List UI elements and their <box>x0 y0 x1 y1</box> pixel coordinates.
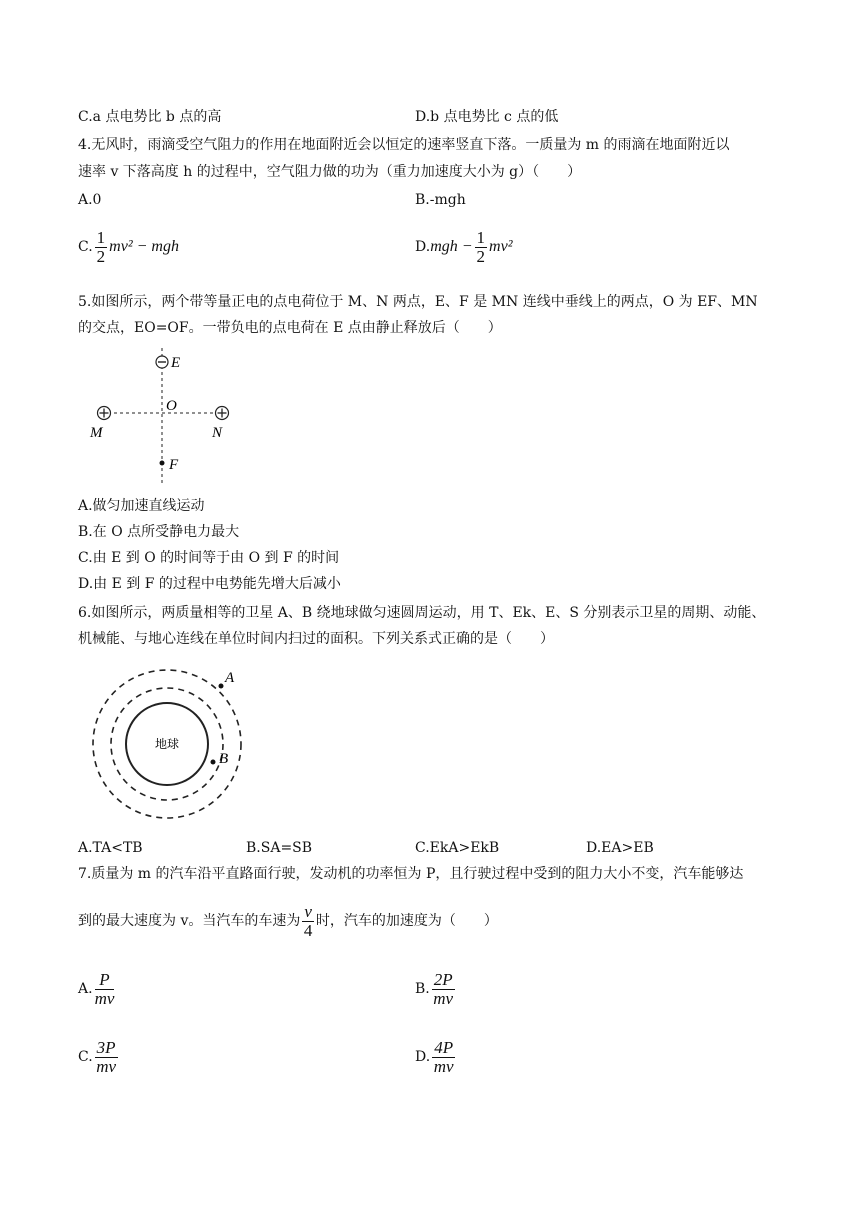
q4-c-rest: mv² − mgh <box>109 238 179 255</box>
q7-option-c <box>78 1037 120 1077</box>
q5-point-f <box>160 461 165 466</box>
q5-label-m: M <box>90 425 103 441</box>
q7-d-den: mv <box>433 1056 454 1076</box>
q4-d-rest: mv² <box>489 238 513 255</box>
q7-stem-line2-b: 时，汽车的加速度为（ ） <box>315 913 498 929</box>
q5-option-b: B.在 O 点所受静电力最大 <box>78 524 240 540</box>
q5-label-o: O <box>166 398 177 414</box>
q5-stem-line1: 5.如图所示，两个带等量正电的点电荷位于 M、N 两点，E、F 是 MN 连线中垂线上的两点，O 为 EF、MN <box>78 294 758 310</box>
q6-earth-label: 地球 <box>154 737 180 751</box>
q4-option-d <box>415 228 513 266</box>
q5-negative-charge-e <box>156 356 168 368</box>
q6-option-a: A.TA<TB <box>78 840 143 856</box>
q4-option-c <box>78 228 179 266</box>
q5-label-n: N <box>212 425 223 441</box>
q7-c-fraction <box>95 1039 118 1076</box>
q7-c-num: 3P <box>96 1037 116 1057</box>
q7-d-num: 4P <box>434 1037 454 1057</box>
q5-positive-charge-n <box>216 407 229 420</box>
q5-charge-figure <box>80 340 260 490</box>
q6-option-d: D.EA>EB <box>586 840 654 856</box>
q5-label-e: E <box>171 355 181 371</box>
q5-stem-line2: 的交点，EO=OF。一带负电的点电荷在 E 点由静止释放后（ ） <box>78 320 502 336</box>
q7-a-num: P <box>95 971 115 990</box>
q4-stem-line1: 4.无风时，雨滴受空气阻力的作用在地面附近会以恒定的速率竖直下落。一质量为 m 的雨滴在地面附近以 <box>78 137 730 153</box>
q6-stem-line2: 机械能、与地心连线在单位时间内扫过的面积。下列关系式正确的是（ ） <box>78 631 554 647</box>
q7-a-fraction <box>95 971 115 1008</box>
q3-option-c: C.a 点电势比 b 点的高 <box>78 109 222 125</box>
q6-orbit-figure <box>85 652 250 834</box>
q7-stem-fraction <box>302 903 314 940</box>
q7-b-den: mv <box>433 988 454 1008</box>
q4-d-frac-num: 1 <box>476 227 486 247</box>
q5-option-d: D.由 E 到 F 的过程中电势能先增大后减小 <box>78 576 341 592</box>
q7-c-prefix: C. <box>78 1049 93 1065</box>
q4-stem-line2: 速率 v 下落高度 h 的过程中，空气阻力做的功为（重力加速度大小为 g）（ ） <box>78 164 582 180</box>
q7-stem-line2 <box>78 902 498 940</box>
q5-option-a: A.做匀加速直线运动 <box>78 498 205 514</box>
q7-a-den: mv <box>94 988 115 1008</box>
q7-b-num: 2P <box>433 969 453 989</box>
q4-d-prefix: D. <box>415 239 431 255</box>
q4-d-lead: mgh − <box>430 238 473 255</box>
q7-option-b <box>415 969 457 1009</box>
q6-option-c: C.EkA>EkB <box>415 840 500 856</box>
q6-option-b: B.SA=SB <box>246 840 313 856</box>
q7-option-d <box>415 1037 457 1077</box>
q7-stem-line1: 7.质量为 m 的汽车沿平直路面行驶，发动机的功率恒为 P，且行驶过程中受到的阻力大小不变，汽车能够达 <box>78 866 744 882</box>
q5-positive-charge-m <box>98 407 111 420</box>
q7-d-prefix: D. <box>415 1049 431 1065</box>
q7-b-fraction <box>432 971 455 1008</box>
q6-satellite-b <box>211 760 216 765</box>
q7-stem-line2-a: 到的最大速度为 v。当汽车的车速为 <box>78 913 301 929</box>
q4-c-fraction <box>95 229 108 266</box>
q6-label-a: A <box>225 670 235 686</box>
q5-label-f: F <box>169 457 179 473</box>
q4-option-a: A.0 <box>78 192 102 208</box>
q7-stem-frac-den: 4 <box>303 920 313 940</box>
q4-c-frac-num: 1 <box>96 227 106 247</box>
q3-option-d: D.b 点电势比 c 点的低 <box>415 109 559 125</box>
q4-c-frac-den: 2 <box>96 246 106 266</box>
q5-option-c: C.由 E 到 O 的时间等于由 O 到 F 的时间 <box>78 550 340 566</box>
q7-stem-frac-num: v <box>304 901 312 921</box>
q7-d-fraction <box>432 1039 455 1076</box>
q6-satellite-a <box>219 684 224 689</box>
q6-stem-line1: 6.如图所示，两质量相等的卫星 A、B 绕地球做匀速圆周运动，用 T、Ek、E、S 分别表示卫星的周期、动能、 <box>78 605 766 621</box>
q4-d-fraction <box>475 229 488 266</box>
q7-option-a <box>78 969 116 1009</box>
q7-c-den: mv <box>96 1056 117 1076</box>
q4-d-frac-den: 2 <box>476 246 486 266</box>
q7-b-prefix: B. <box>415 981 430 997</box>
q6-label-b: B <box>219 751 229 767</box>
q7-a-prefix: A. <box>78 981 93 997</box>
q4-option-b: B.-mgh <box>415 192 466 208</box>
q4-c-prefix: C. <box>78 239 93 255</box>
